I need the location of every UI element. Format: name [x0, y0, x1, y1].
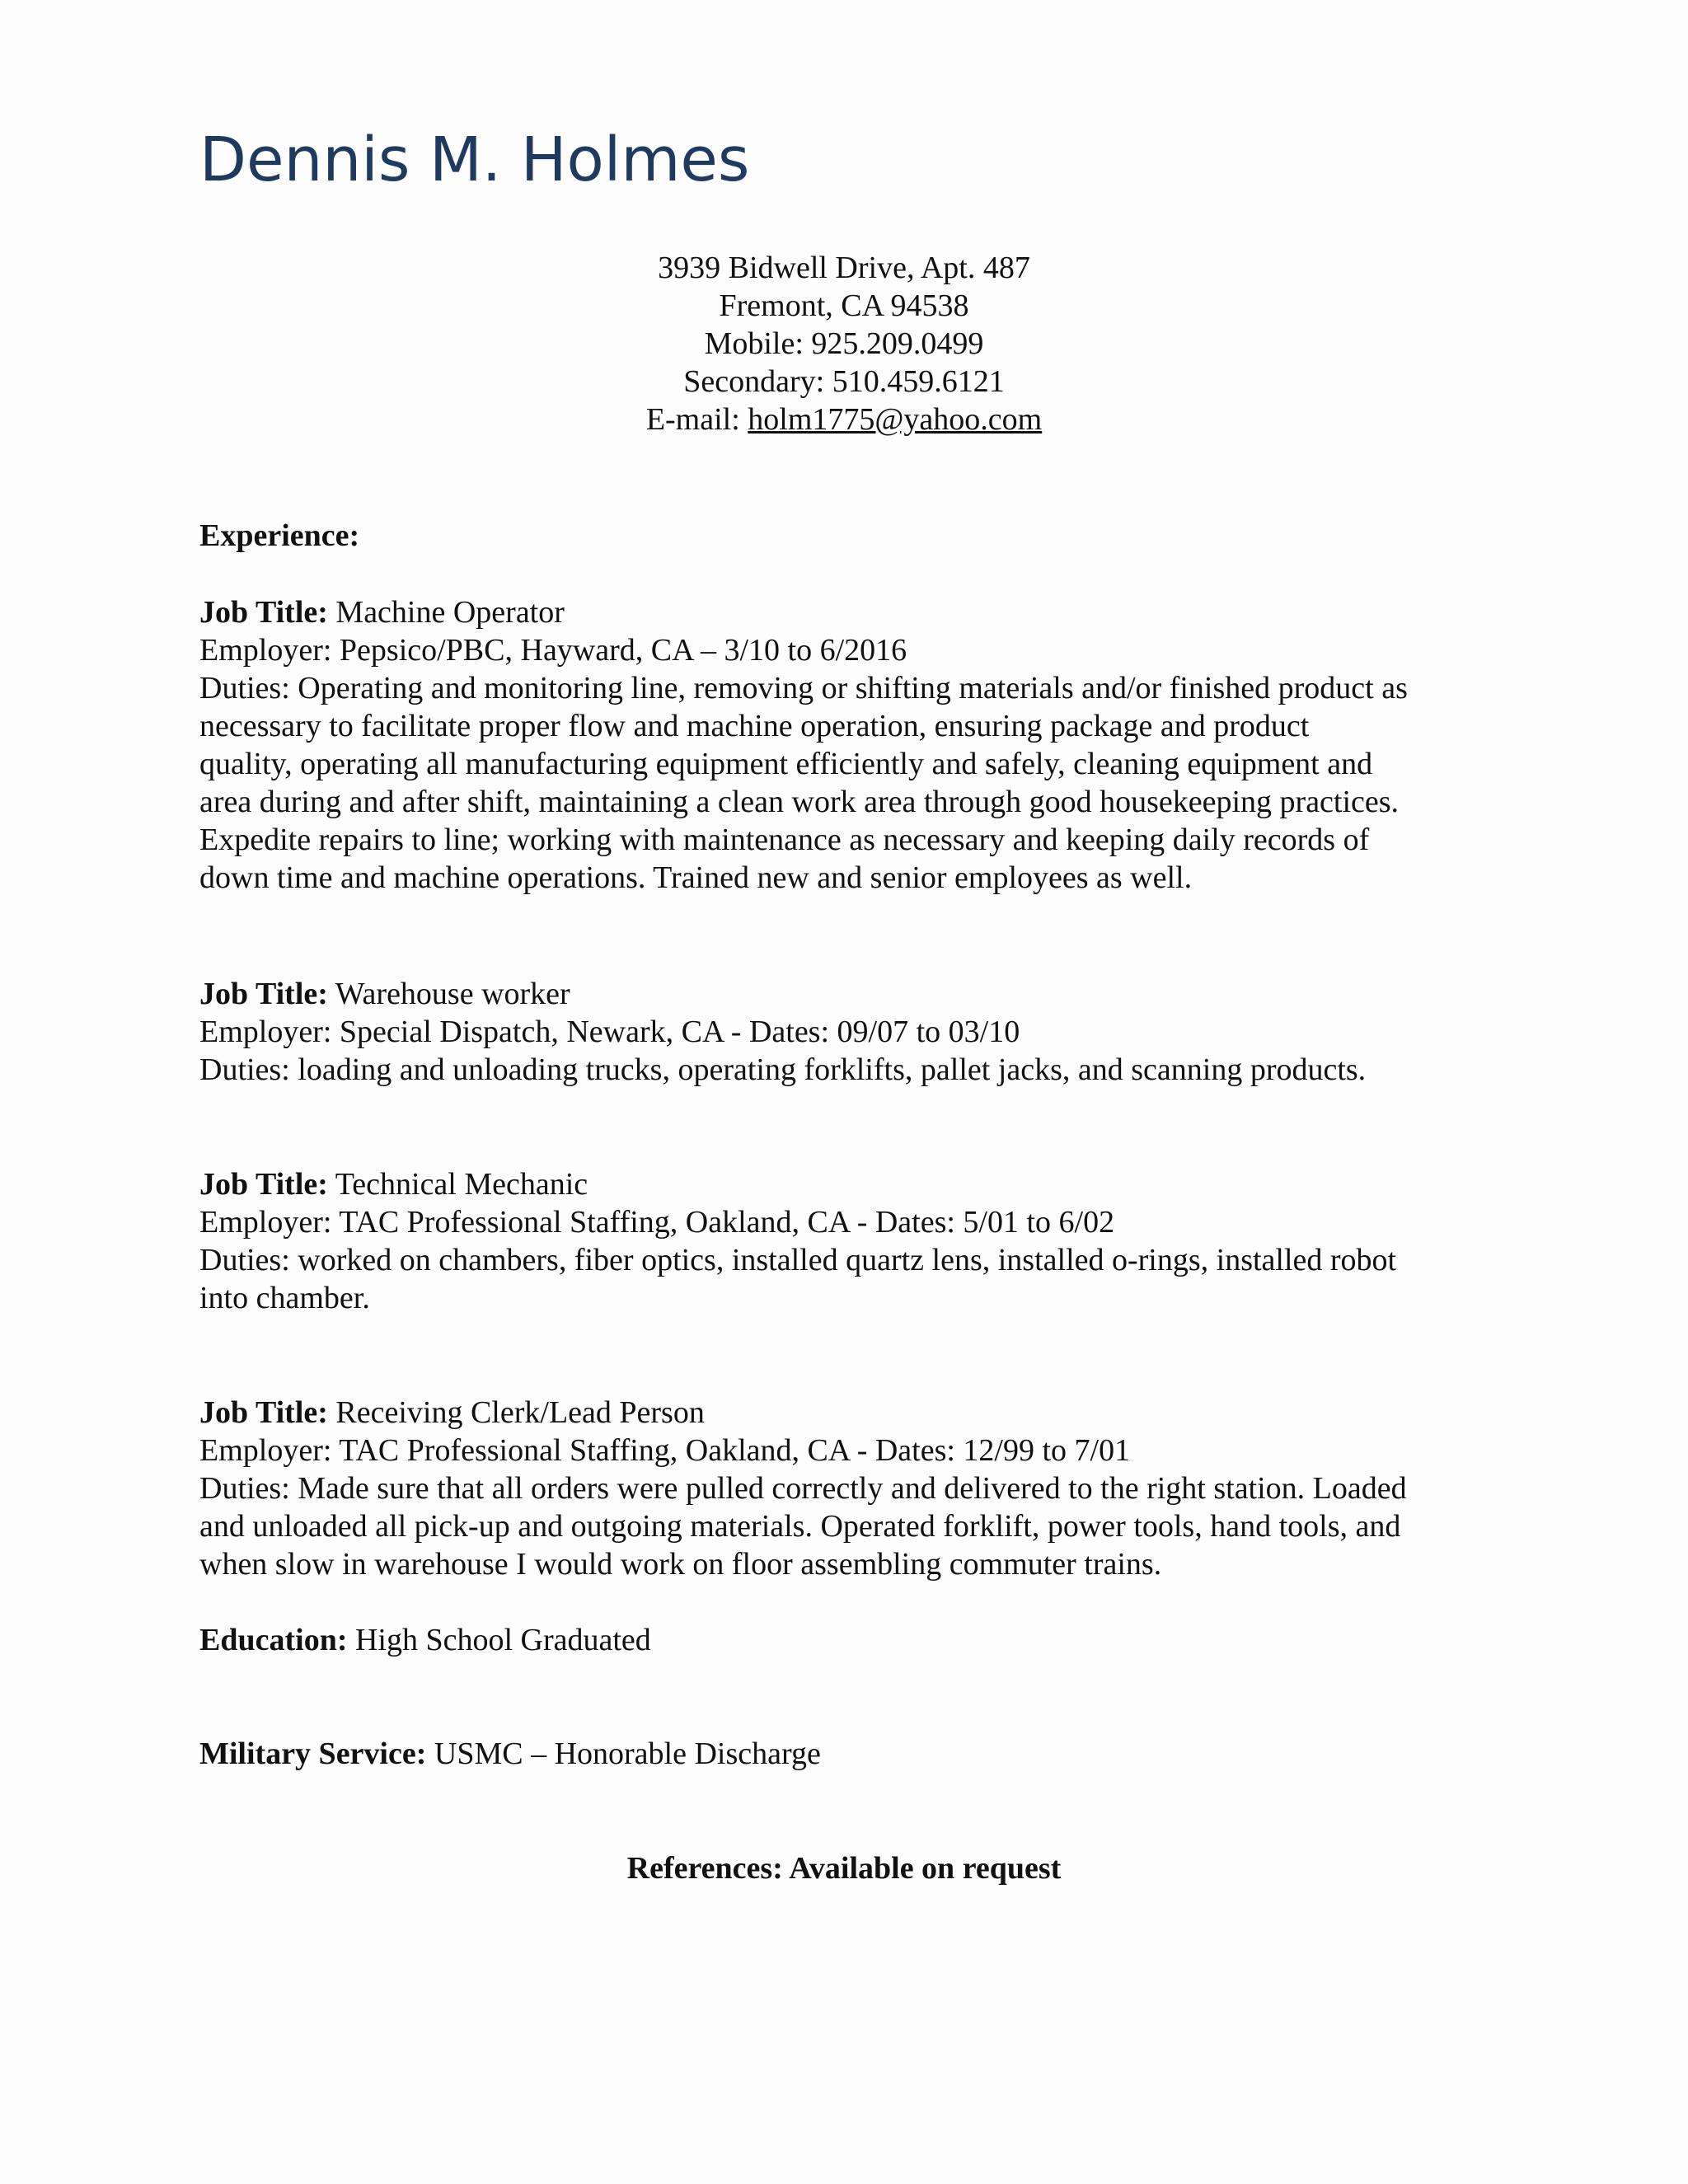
education-section: [199, 1621, 1502, 1659]
job-title-label: Job Title:: [199, 1167, 328, 1202]
job-title-line: [199, 1394, 1502, 1432]
job-title: Receiving Clerk/Lead Person: [327, 1395, 705, 1430]
duties-line: area during and after shift, maintaining a clean work area through good housekeeping practices.: [199, 785, 1400, 819]
contact-block: [0, 249, 1688, 438]
job-title-line: [199, 975, 1502, 1013]
employer-line: Employer: TAC Professional Staffing, Oakland, CA - Dates: 5/01 to 6/02: [199, 1205, 1115, 1240]
job-title: Technical Mechanic: [327, 1167, 588, 1202]
job-entry-4: [199, 1394, 1502, 1583]
duties-line: quality, operating all manufacturing equipment efficiently and safely, cleaning equipment and: [199, 747, 1373, 781]
employer-line: Employer: Special Dispatch, Newark, CA - Dates: 09/07 to 03/10: [199, 1015, 1020, 1049]
education-label: Education:: [199, 1623, 348, 1657]
duties-line: and unloaded all pick-up and outgoing materials. Operated forklift, power tools, hand tools, and: [199, 1509, 1401, 1544]
secondary-number: 510.459.6121: [832, 364, 1005, 399]
job-title-label: Job Title:: [199, 595, 328, 630]
duties-line: Duties: Operating and monitoring line, removing or shifting materials and/or finished product as: [199, 671, 1408, 705]
secondary-line: [0, 363, 1688, 401]
employer-line: Employer: Pepsico/PBC, Hayward, CA – 3/10 to 6/2016: [199, 633, 907, 668]
duties-line: Duties: loading and unloading trucks, operating forklifts, pallet jacks, and scanning products.: [199, 1052, 1367, 1087]
candidate-name: Dennis M. Holmes: [199, 124, 750, 195]
education-value: High School Graduated: [347, 1623, 651, 1657]
military-label: Military Service:: [199, 1736, 427, 1771]
duties-line: Duties: worked on chambers, fiber optics, installed quartz lens, installed o-rings, installed robot: [199, 1243, 1397, 1277]
email-link[interactable]: holm1775@yahoo.com: [748, 402, 1043, 437]
job-entry-1: [199, 593, 1502, 897]
job-title-line: [199, 1165, 1502, 1203]
experience-heading: Experience:: [199, 518, 360, 553]
job-title-label: Job Title:: [199, 1395, 328, 1430]
mobile-line: [0, 325, 1688, 363]
job-title-label: Job Title:: [199, 977, 328, 1011]
address-line-1: 3939 Bidwell Drive, Apt. 487: [658, 251, 1030, 285]
duties-line: Expedite repairs to line; working with maintenance as necessary and keeping daily records of: [199, 823, 1370, 857]
employer-line: Employer: TAC Professional Staffing, Oakland, CA - Dates: 12/99 to 7/01: [199, 1433, 1131, 1468]
job-entry-3: [199, 1165, 1502, 1317]
duties-line: into chamber.: [199, 1281, 370, 1315]
duties-line: when slow in warehouse I would work on floor assembling commuter trains.: [199, 1547, 1162, 1582]
email-line: [0, 401, 1688, 438]
military-section: [199, 1735, 1502, 1773]
secondary-label: Secondary:: [683, 364, 832, 399]
address-line-2: Fremont, CA 94538: [719, 288, 969, 323]
job-title: Machine Operator: [327, 595, 565, 630]
duties-line: down time and machine operations. Trained new and senior employees as well.: [199, 860, 1193, 895]
email-label: E-mail:: [645, 402, 748, 437]
military-value: USMC – Honorable Discharge: [426, 1736, 821, 1771]
job-title: Warehouse worker: [327, 977, 570, 1011]
duties-line: necessary to facilitate proper flow and machine operation, ensuring package and product: [199, 709, 1310, 743]
references-line: References: Available on request: [626, 1851, 1062, 1886]
job-entry-2: [199, 975, 1502, 1089]
mobile-label: Mobile:: [704, 326, 812, 361]
job-title-line: [199, 593, 1502, 631]
mobile-number: 925.209.0499: [811, 326, 984, 361]
duties-line: Duties: Made sure that all orders were pulled correctly and delivered to the right station. Loaded: [199, 1471, 1407, 1506]
